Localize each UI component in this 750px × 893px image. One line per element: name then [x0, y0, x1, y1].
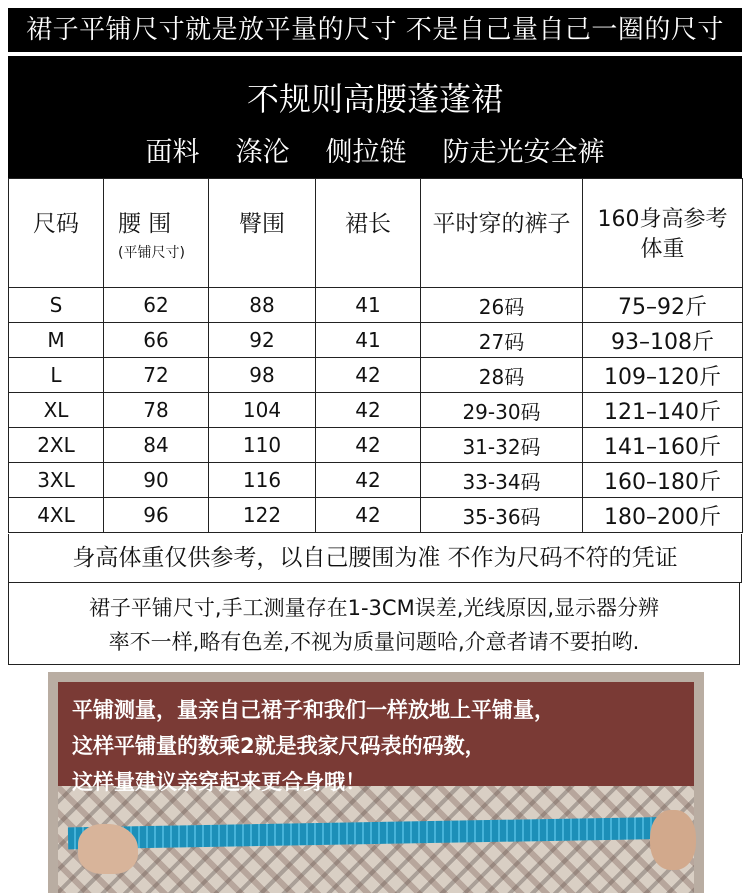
cell-weight: 180–200斤	[583, 498, 743, 533]
cell-pants: 26码	[421, 288, 583, 323]
photo-caption-line-1: 平铺测量，量亲自己裙子和我们一样放地上平铺量，	[72, 698, 555, 722]
top-banner: 裙子平铺尺寸就是放平量的尺寸 不是自己量自己一圈的尺寸	[8, 8, 742, 52]
detail-zipper: 侧拉链	[325, 137, 407, 168]
measurement-disclaimer	[8, 582, 740, 665]
table-row	[9, 428, 743, 463]
cell-pants: 35-36码	[421, 498, 583, 533]
table-row	[9, 323, 743, 358]
cell-hip: 104	[209, 393, 316, 428]
header-waist: 腰 围 (平铺尺寸)	[104, 179, 209, 288]
cell-hip: 88	[209, 288, 316, 323]
product-title: 不规则高腰蓬蓬裙	[246, 80, 503, 118]
cell-length: 42	[316, 358, 421, 393]
cell-size: 4XL	[9, 498, 104, 533]
photo-caption-line-3: 这样量建议亲穿起来更合身哦！	[72, 770, 366, 794]
table-row	[9, 498, 743, 533]
cell-length: 42	[316, 428, 421, 463]
size-table	[8, 178, 743, 533]
table-row	[9, 288, 743, 323]
product-details	[8, 130, 742, 169]
cell-size: XL	[9, 393, 104, 428]
cell-size: 2XL	[9, 428, 104, 463]
cell-size: L	[9, 358, 104, 393]
cell-waist: 96	[104, 498, 209, 533]
cell-waist: 90	[104, 463, 209, 498]
detail-fabric-label: 面料	[145, 137, 200, 168]
cell-hip: 122	[209, 498, 316, 533]
cell-pants: 31-32码	[421, 428, 583, 463]
header-weight-ref: 160身高参考 体重	[583, 179, 743, 288]
cell-hip: 110	[209, 428, 316, 463]
cell-waist: 78	[104, 393, 209, 428]
cell-size: S	[9, 288, 104, 323]
table-row	[9, 393, 743, 428]
cell-weight: 93–108斤	[583, 323, 743, 358]
cell-hip: 116	[209, 463, 316, 498]
measuring-photo	[48, 672, 704, 893]
title-block	[8, 56, 742, 178]
header-size: 尺码	[9, 179, 104, 288]
cell-waist: 66	[104, 323, 209, 358]
cell-size: 3XL	[9, 463, 104, 498]
cell-weight: 75–92斤	[583, 288, 743, 323]
cell-weight: 109–120斤	[583, 358, 743, 393]
cell-length: 41	[316, 323, 421, 358]
cell-length: 42	[316, 463, 421, 498]
detail-safety-shorts: 防走光安全裤	[442, 137, 605, 168]
cell-pants: 29-30码	[421, 393, 583, 428]
photo-caption-line-2: 这样平铺量的数乘2就是我家尺码表的码数，	[72, 734, 486, 758]
cell-waist: 84	[104, 428, 209, 463]
detail-fabric-value: 涤沦	[235, 137, 290, 168]
disclaimer-line-1: 裙子平铺尺寸,手工测量存在1-3CM误差,光线原因,显示器分辨	[88, 596, 660, 620]
cell-pants: 28码	[421, 358, 583, 393]
cell-hip: 92	[209, 323, 316, 358]
cell-waist: 62	[104, 288, 209, 323]
cell-weight: 141–160斤	[583, 428, 743, 463]
table-row	[9, 463, 743, 498]
table-row	[9, 358, 743, 393]
cell-length: 42	[316, 393, 421, 428]
cell-hip: 98	[209, 358, 316, 393]
cell-pants: 33-34码	[421, 463, 583, 498]
cell-size: M	[9, 323, 104, 358]
header-length: 裙长	[316, 179, 421, 288]
cell-length: 41	[316, 288, 421, 323]
reference-note: 身高体重仅供参考，以自己腰围为准 不作为尺码不符的凭证	[8, 534, 742, 583]
cell-pants: 27码	[421, 323, 583, 358]
cell-waist: 72	[104, 358, 209, 393]
cell-weight: 121–140斤	[583, 393, 743, 428]
right-hand	[650, 810, 696, 870]
header-hip: 臀围	[209, 179, 316, 288]
cell-weight: 160–180斤	[583, 463, 743, 498]
left-hand	[78, 824, 138, 874]
header-pants: 平时穿的裤子	[421, 179, 583, 288]
disclaimer-line-2: 率不一样,略有色差,不视为质量问题哈,介意者请不要拍哟.	[108, 630, 640, 654]
cell-length: 42	[316, 498, 421, 533]
table-header-row	[9, 179, 743, 288]
header-waist-sub: (平铺尺寸)	[118, 245, 185, 261]
